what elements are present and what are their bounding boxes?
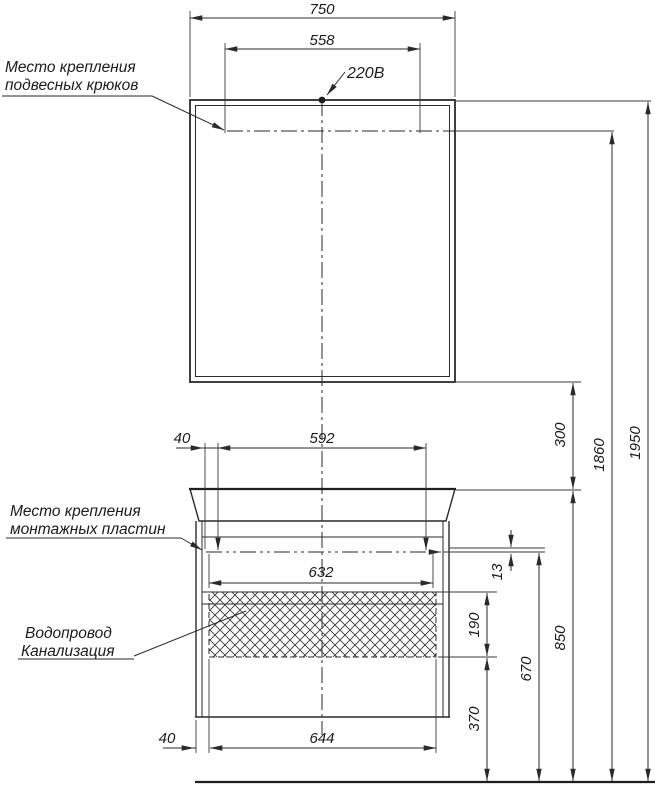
dim-label-850: 850: [552, 625, 569, 651]
callout-plate-mount: [6, 503, 202, 550]
dim-hook-height: [591, 132, 612, 781]
dim-label-13: 13: [489, 563, 506, 581]
dim-label-190: 190: [466, 612, 483, 638]
dim-label-670: 670: [518, 656, 535, 682]
dim-counter-height: [552, 491, 573, 781]
dim-label-300: 300: [552, 422, 569, 448]
callout-hook-line2: подвесных крюков: [5, 77, 139, 94]
dim-zone-height: [466, 593, 487, 656]
dim-zone-floor-offset: [466, 658, 487, 781]
callout-plate-line1: Место крепления: [10, 503, 141, 520]
dim-mount-width: [209, 554, 433, 588]
dim-hook-spacing: [225, 32, 420, 133]
dim-label-1860: 1860: [591, 438, 608, 472]
dim-label-632: 632: [308, 564, 334, 581]
power-outlet: [319, 65, 385, 103]
callout-hook-line1: Место крепления: [5, 59, 136, 76]
plumbing-hatch: [209, 592, 436, 657]
dim-label-40-top: 40: [173, 430, 191, 447]
plumbing-zone: [209, 592, 436, 657]
dim-label-592: 592: [309, 430, 335, 447]
dim-mount-gap: [489, 530, 511, 580]
dim-bottom-chain: [159, 659, 436, 753]
plate-mount-line: [206, 548, 545, 552]
outlet-label: 220В: [347, 65, 385, 82]
callout-plumbing-line1: Водопровод: [25, 625, 112, 642]
dim-plate-height: [518, 553, 539, 781]
dim-label-558: 558: [309, 32, 335, 49]
dim-label-750: 750: [309, 1, 335, 18]
dim-total-height: [627, 102, 648, 781]
callout-plumbing-line2: Канализация: [21, 643, 115, 660]
dim-label-1950: 1950: [627, 426, 644, 460]
callout-plate-line2: монтажных пластин: [10, 521, 166, 538]
dim-label-644: 644: [309, 730, 335, 747]
dim-mirror-to-cabinet: [552, 383, 573, 489]
dimensions: [159, 1, 651, 781]
dim-label-40-bottom: 40: [158, 730, 176, 747]
dim-label-370: 370: [466, 706, 483, 732]
outlet-dot: [319, 97, 326, 104]
